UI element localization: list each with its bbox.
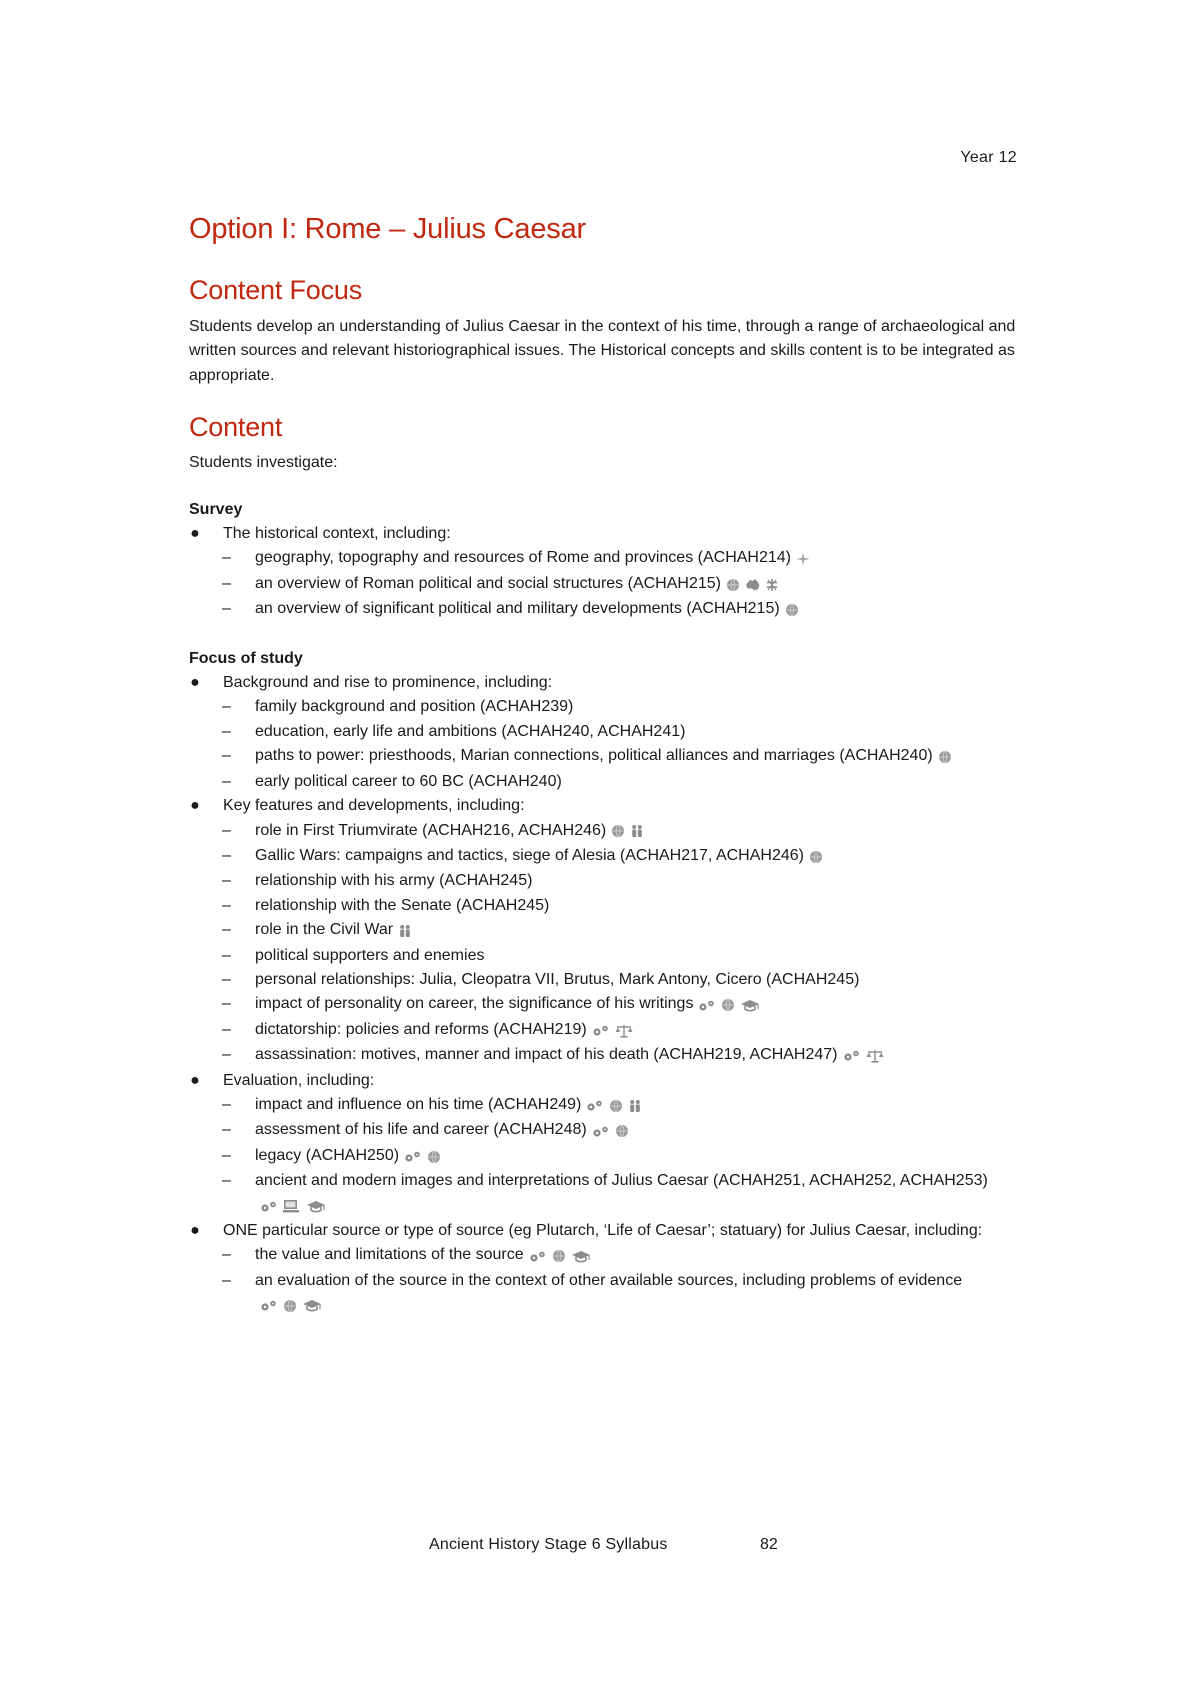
sub-item-text: relationship with his army (ACHAH245): [255, 872, 533, 890]
gears-icon: [260, 1299, 278, 1312]
dash-marker: –: [222, 772, 231, 790]
dash-marker: –: [222, 574, 231, 592]
sub-item-text: early political career to 60 BC (ACHAH240): [255, 772, 562, 790]
globe-icon: [611, 824, 625, 838]
sub-item: [189, 597, 1029, 622]
sub-list: [223, 1243, 1029, 1318]
bullet-text: ONE particular source or type of source (eg Plutarch, ‘Life of Caesar’; statuary) for Julius Caesar, including:: [223, 1222, 983, 1239]
running-header: Year 12: [960, 149, 1017, 166]
sub-item-text: Gallic Wars: campaigns and tactics, siege of Alesia (ACHAH217, ACHAH246): [255, 846, 804, 864]
sub-item-text: role in the Civil War: [255, 921, 394, 939]
icon-group: [260, 1195, 331, 1219]
dash-marker: –: [222, 1146, 231, 1164]
page-title: Option I: Rome – Julius Caesar: [189, 213, 586, 245]
people-icon: [630, 824, 644, 838]
dash-marker: –: [222, 1095, 231, 1113]
bullet-item: [189, 794, 1029, 1068]
dash-marker: –: [222, 549, 231, 567]
sub-item-text: dictatorship: policies and reforms (ACHAH219): [255, 1020, 587, 1038]
globe-icon: [427, 1150, 441, 1164]
dash-marker: –: [222, 1246, 231, 1264]
sub-item-text: assassination: motives, manner and impact of his death (ACHAH219, ACHAH247): [255, 1046, 838, 1064]
sub-item-text: personal relationships: Julia, Cleopatra VII, Brutus, Mark Antony, Cicero (ACHAH245): [255, 970, 860, 988]
icon-group: [698, 993, 765, 1017]
bullet-text: The historical context, including:: [223, 525, 451, 543]
sub-item: [189, 1243, 1029, 1268]
gears-icon: [698, 999, 716, 1012]
section-heading: Focus of study: [189, 649, 303, 667]
sub-item-text: an overview of significant political and military developments (ACHAH215): [255, 600, 780, 618]
bullet-item: [189, 671, 1029, 794]
sub-item-text: impact of personality on career, the significance of his writings: [255, 995, 694, 1013]
sustainability-icon: [796, 552, 810, 566]
sub-item-text: political supporters and enemies: [255, 946, 485, 964]
dash-marker: –: [222, 1121, 231, 1139]
dash-marker: –: [222, 995, 231, 1013]
icon-group: [796, 547, 815, 571]
sub-item-text: relationship with the Senate (ACHAH245): [255, 896, 550, 914]
dash-marker: –: [222, 1046, 231, 1064]
sub-item-text: impact and influence on his time (ACHAH249): [255, 1095, 582, 1113]
bullet-marker: ●: [190, 1071, 200, 1089]
dash-marker: –: [222, 698, 231, 716]
dash-marker: –: [222, 846, 231, 864]
sub-item: [189, 1093, 1029, 1118]
content-heading: Content: [189, 412, 283, 443]
section-heading: Survey: [189, 500, 243, 518]
dash-marker: –: [222, 1172, 231, 1190]
dash-marker: –: [222, 946, 231, 964]
icon-group: [785, 598, 804, 622]
globe-icon: [726, 578, 740, 592]
asia-icon: [766, 578, 778, 592]
sub-item-text: an overview of Roman political and social structures (ACHAH215): [255, 574, 721, 592]
icon-group: [586, 1094, 647, 1118]
gears-icon: [260, 1200, 278, 1213]
gears-icon: [404, 1150, 422, 1163]
page-content: [189, 213, 1029, 1319]
people-icon: [398, 924, 412, 938]
icon-group: [843, 1044, 889, 1068]
sub-item: [189, 894, 1029, 918]
globe-icon: [283, 1299, 297, 1313]
sub-item: [189, 944, 1029, 968]
mortarboard-icon: [740, 999, 760, 1012]
people-icon: [628, 1099, 642, 1113]
sub-item-text: geography, topography and resources of Rome and provinces (ACHAH214): [255, 549, 791, 567]
gears-icon: [529, 1250, 547, 1263]
sub-item: [189, 1043, 1029, 1068]
icon-group: [260, 1294, 327, 1318]
sub-list: [223, 819, 1029, 1069]
sub-item: [189, 918, 1029, 943]
gears-icon: [592, 1125, 610, 1138]
sub-item: [189, 720, 1029, 744]
footer-title: Ancient History Stage 6 Syllabus: [429, 1536, 668, 1553]
mortarboard-icon: [302, 1299, 322, 1312]
sub-item: [189, 819, 1029, 844]
icon-group: [809, 845, 828, 869]
globe-icon: [552, 1249, 566, 1263]
sub-item: [189, 1144, 1029, 1169]
bullet-list: [189, 671, 1029, 1319]
icon-group: [404, 1145, 446, 1169]
sub-item-text: the value and limitations of the source: [255, 1246, 524, 1264]
sub-list: [223, 1093, 1029, 1219]
sub-item: [189, 844, 1029, 869]
bullet-list: [189, 522, 1029, 623]
sub-item: [189, 1118, 1029, 1143]
dash-marker: –: [222, 1271, 231, 1289]
sub-item-text: legacy (ACHAH250): [255, 1146, 400, 1164]
dash-marker: –: [222, 872, 231, 890]
content-focus-heading: Content Focus: [189, 275, 362, 305]
icon-group: [398, 919, 417, 943]
sub-item-text: paths to power: priesthoods, Marian connections, political alliances and marriages (ACHAH240): [255, 747, 933, 765]
dash-marker: –: [222, 921, 231, 939]
sub-item: [189, 992, 1029, 1017]
bullet-marker: ●: [190, 674, 200, 692]
mortarboard-icon: [306, 1200, 326, 1213]
dash-marker: –: [222, 970, 231, 988]
sub-item: [189, 695, 1029, 719]
sub-item: [189, 546, 1029, 571]
dash-marker: –: [222, 600, 231, 618]
page-number: 82: [760, 1536, 778, 1553]
icon-group: [726, 573, 783, 597]
bullet-text: Evaluation, including:: [223, 1071, 375, 1089]
sub-list: [223, 695, 1029, 794]
dash-marker: –: [222, 821, 231, 839]
sub-item-text: assessment of his life and career (ACHAH248): [255, 1121, 587, 1139]
icon-group: [592, 1019, 638, 1043]
mortarboard-icon: [571, 1250, 591, 1263]
sub-item: [189, 572, 1029, 597]
scales-icon: [615, 1024, 633, 1038]
content-sections: [189, 498, 1029, 1319]
content-lead: Students investigate:: [189, 454, 338, 472]
gears-icon: [586, 1099, 604, 1112]
icon-group: [592, 1119, 634, 1143]
bullet-marker: ●: [190, 1222, 200, 1239]
dash-marker: –: [222, 896, 231, 914]
sub-item: [189, 1018, 1029, 1043]
sub-item: [189, 869, 1029, 893]
gears-icon: [843, 1049, 861, 1062]
gears-icon: [592, 1024, 610, 1037]
icon-group: [938, 745, 957, 769]
globe-icon: [615, 1124, 629, 1138]
bullet-text: Key features and developments, including:: [223, 797, 525, 815]
sub-item-text: education, early life and ambitions (ACHAH240, ACHAH241): [255, 722, 686, 740]
scales-icon: [866, 1049, 884, 1063]
dash-marker: –: [222, 722, 231, 740]
globe-icon: [938, 750, 952, 764]
icon-group: [529, 1244, 596, 1268]
sub-item-text: role in First Triumvirate (ACHAH216, ACHAH246): [255, 821, 607, 839]
globe-icon: [785, 603, 799, 617]
bullet-marker: ●: [190, 525, 200, 543]
computer-icon: [283, 1199, 301, 1213]
globe-icon: [721, 998, 735, 1012]
sub-item: [189, 744, 1029, 769]
sub-list: [223, 546, 1029, 622]
bullet-text: Background and rise to prominence, including:: [223, 674, 553, 692]
bullet-item: [189, 1219, 1029, 1319]
sub-item: [189, 968, 1029, 992]
globe-icon: [809, 850, 823, 864]
bullet-item: [189, 1069, 1029, 1219]
icon-group: [611, 820, 649, 844]
sub-item-text: ancient and modern images and interpretations of Julius Caesar (ACHAH251, ACHAH252, ACHAH253): [255, 1172, 988, 1190]
content-focus-text: Students develop an understanding of Julius Caesar in the context of his time, through a range of archaeological and written sources and relevant historiographical issues. The Historical concepts and skills content is to be integrated as appropriate.: [189, 318, 1016, 384]
sub-item-text: an evaluation of the source in the context of other available sources, including problems of evidence: [255, 1271, 963, 1289]
bullet-marker: ●: [190, 797, 200, 815]
australia-icon: [745, 578, 761, 592]
globe-icon: [609, 1099, 623, 1113]
sub-item: [189, 1269, 1029, 1319]
sub-item: [189, 1169, 1029, 1219]
sub-item: [189, 770, 1029, 794]
bullet-item: [189, 522, 1029, 623]
sub-item-text: family background and position (ACHAH239): [255, 698, 574, 716]
dash-marker: –: [222, 1020, 231, 1038]
dash-marker: –: [222, 747, 231, 765]
